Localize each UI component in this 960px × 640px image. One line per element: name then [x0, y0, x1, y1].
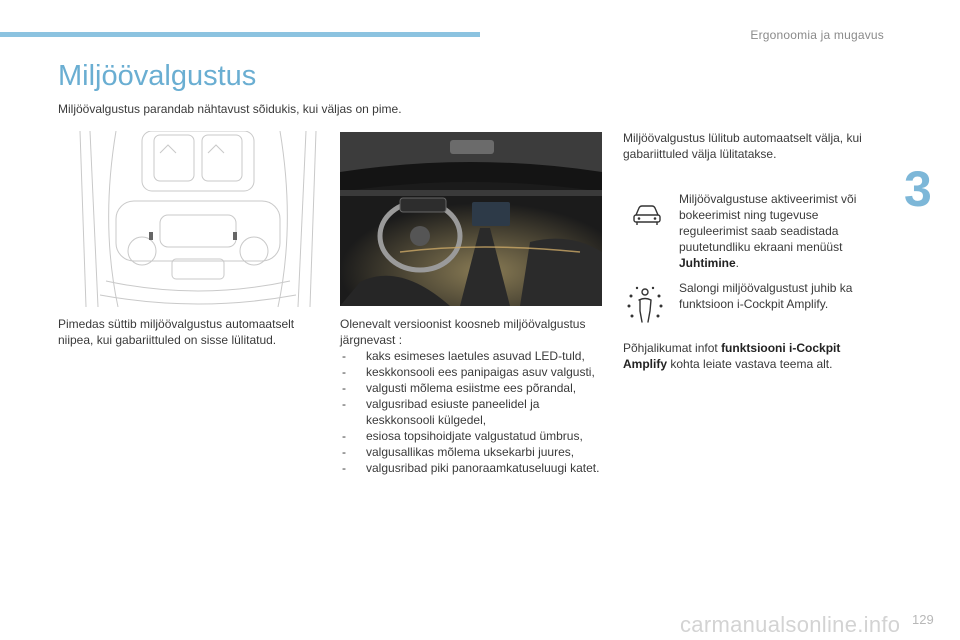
list-item: - esiosa topsihoidjate valgustatud ümbrus,	[340, 428, 610, 444]
ambient-light-list	[340, 348, 610, 476]
list-item: - valgusti mõlema esiistme ees põrandal,	[340, 380, 610, 396]
activation-text: Miljöövalgustuse aktiveerimist või bokeerimist ning tugevuse reguleerimist saab seadistada puutetundliku ekraani menüüst Juhtimine.	[679, 192, 857, 270]
header-accent-bar	[0, 32, 480, 37]
ceiling-light-illustration	[76, 131, 320, 307]
middle-column	[340, 316, 610, 476]
list-item: - keskkonsooli ees panipaigas asuv valgusti,	[340, 364, 610, 380]
list-item: - valgusribad piki panoraamkatuseluugi katet.	[340, 460, 610, 476]
watermark-text: carmanualsonline.info	[680, 612, 901, 637]
page-title: Miljöövalgustus	[58, 60, 257, 92]
cockpit-ambient-photo	[340, 132, 602, 306]
middle-intro: Olenevalt versioonist koosneb miljöövalgustus järgnevast :	[340, 317, 586, 347]
section-title: Ergonoomia ja mugavus	[750, 28, 884, 42]
auto-off-text: Miljöövalgustus lülitub automaatselt välja, kui gabariittuled välja lülitatakse.	[623, 131, 862, 161]
feature-name-amplify: funktsiooni i-Cockpit Amplify	[623, 341, 841, 371]
car-settings-icon	[632, 201, 662, 227]
list-item: - valgusribad esiuste paneelidel ja keskkonsooli külgedel,	[340, 396, 610, 428]
menu-name-juhtimine: Juhtimine	[679, 256, 736, 270]
list-item: - valgusallikas mõlema uksekarbi juures,	[340, 444, 610, 460]
amplify-text: Salongi miljöövalgustust juhib ka funktsioon i-Cockpit Amplify.	[679, 281, 853, 311]
more-info-text: Põhjalikumat infot funktsiooni i-Cockpit Amplify kohta leiate vastava teema alt.	[623, 341, 841, 371]
list-item: - kaks esimeses laetules asuvad LED-tuld,	[340, 348, 610, 364]
chapter-number: 3	[904, 161, 932, 217]
page-number: 129	[912, 612, 934, 627]
i-cockpit-amplify-icon	[626, 284, 664, 324]
left-caption: Pimedas süttib miljöövalgustus automaatselt niipea, kui gabariittuled on sisse lülitatud.	[58, 317, 295, 347]
intro-text: Miljöövalgustus parandab nähtavust sõidukis, kui väljas on pime.	[58, 102, 402, 116]
